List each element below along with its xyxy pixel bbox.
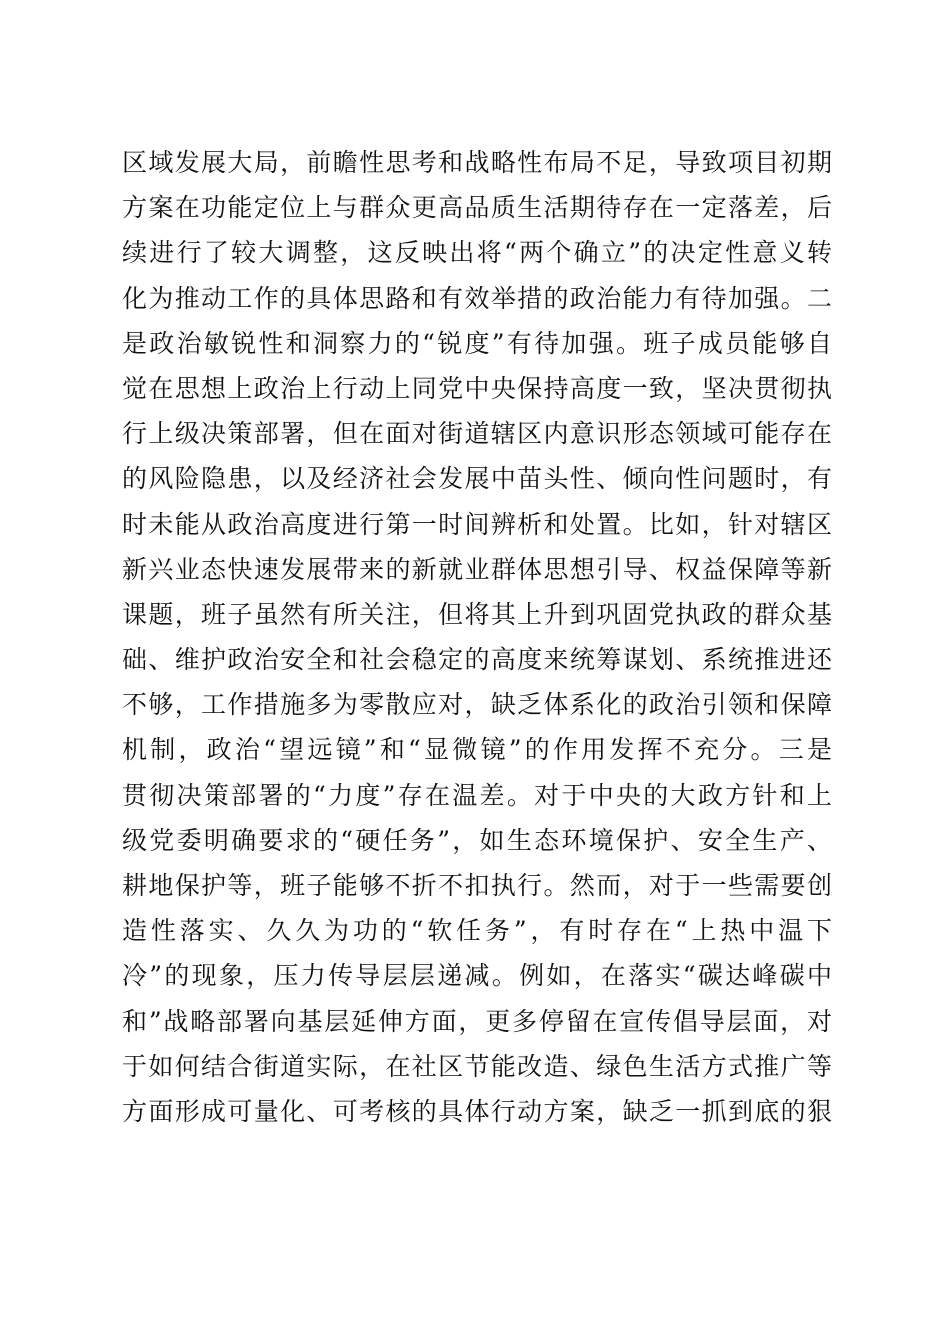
text-line: 方案在功能定位上与群众更高品质生活期待存在一定落差，后 — [122, 193, 832, 223]
text-line: 方面形成可量化、可考核的具体行动方案，缺乏一抓到底的狠 — [122, 1096, 832, 1126]
text-line: 础、维护政治安全和社会稳定的高度来统筹谋划、系统推进还 — [122, 645, 832, 675]
text-line: 于如何结合街道实际，在社区节能改造、绿色生活方式推广等 — [122, 1051, 832, 1081]
text-line: 不够，工作措施多为零散应对，缺乏体系化的政治引领和保障 — [122, 690, 832, 720]
text-line: 课题，班子虽然有所关注，但将其上升到巩固党执政的群众基 — [122, 599, 832, 629]
text-line: 级党委明确要求的“硬任务”，如生态环境保护、安全生产、 — [122, 825, 832, 855]
text-line: 行上级决策部署，但在面对街道辖区内意识形态领域可能存在 — [122, 419, 832, 449]
text-line: 觉在思想上政治上行动上同党中央保持高度一致，坚决贯彻执 — [122, 373, 832, 403]
text-line: 续进行了较大调整，这反映出将“两个确立”的决定性意义转 — [122, 238, 832, 268]
text-line: 和”战略部署向基层延伸方面，更多停留在宣传倡导层面，对 — [122, 1006, 832, 1036]
body-text — [122, 140, 832, 1134]
text-line: 贯彻决策部署的“力度”存在温差。对于中央的大政方针和上 — [122, 780, 832, 810]
text-line: 冷”的现象，压力传导层层递减。例如，在落实“碳达峰碳中 — [122, 961, 832, 991]
text-line: 区域发展大局，前瞻性思考和战略性布局不足，导致项目初期 — [122, 148, 832, 177]
text-line: 的风险隐患，以及经济社会发展中苗头性、倾向性问题时，有 — [122, 464, 832, 494]
text-line: 造性落实、久久为功的“软任务”，有时存在“上热中温下 — [122, 916, 832, 946]
text-line: 化为推动工作的具体思路和有效举措的政治能力有待加强。二 — [122, 283, 832, 313]
text-line: 新兴业态快速发展带来的新就业群体思想引导、权益保障等新 — [122, 554, 832, 584]
text-line: 机制，政治“望远镜”和“显微镜”的作用发挥不充分。三是 — [122, 735, 832, 765]
text-line: 是政治敏锐性和洞察力的“锐度”有待加强。班子成员能够自 — [122, 328, 832, 358]
text-line: 耕地保护等，班子能够不折不扣执行。然而，对于一些需要创 — [122, 871, 832, 900]
text-line: 时未能从政治高度进行第一时间辨析和处置。比如，针对辖区 — [122, 509, 832, 539]
